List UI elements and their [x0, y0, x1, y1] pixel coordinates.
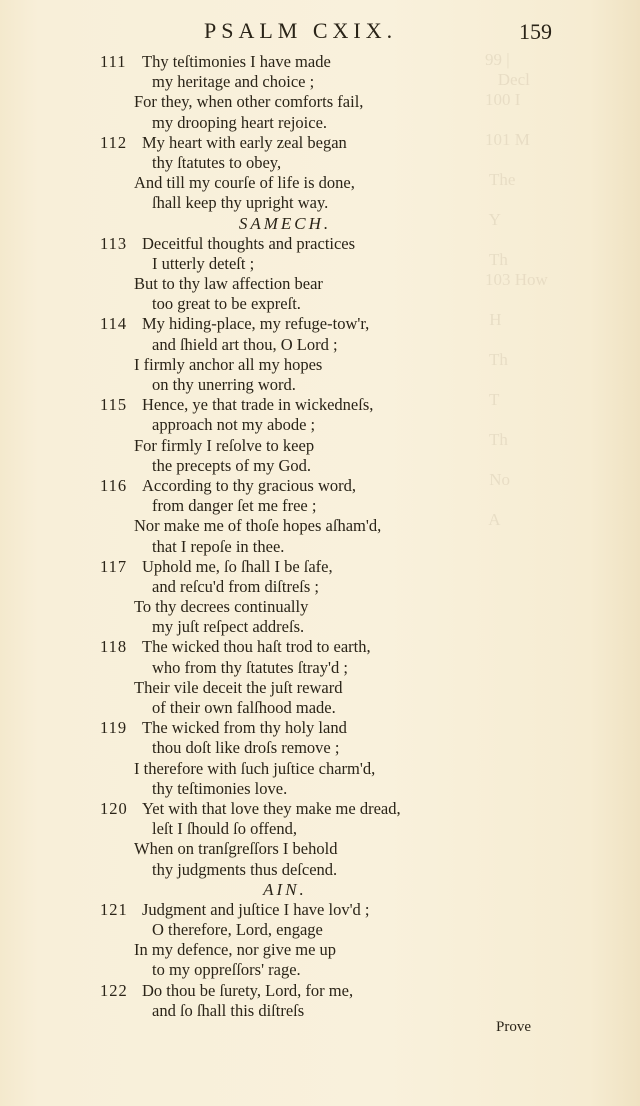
verse-text: Thy teſtimonies I have made [142, 52, 331, 71]
verse-line [100, 516, 460, 536]
verse-text: Judgment and juſtice I have lov'd ; [142, 899, 370, 919]
verse-text: Deceitful thoughts and practices [142, 233, 356, 253]
verse-text: leſt I ſhould ſo offend, [152, 819, 297, 839]
verse-number: 119 [100, 718, 128, 738]
verse-line [100, 133, 460, 153]
verse-line [100, 113, 460, 133]
verse-text: from danger ſet me free ; [152, 496, 317, 516]
verse-line [100, 294, 460, 314]
verse-number: 121 [100, 899, 128, 919]
verse-stanza [100, 314, 460, 395]
verse-line [100, 456, 460, 476]
verse-stanza [100, 133, 460, 214]
verse-text: thy teſtimonies love. [152, 778, 288, 798]
verse-text: To thy decrees continually [134, 597, 309, 617]
verse-text: Nor make me of thoſe hopes aſham'd, [134, 516, 382, 536]
verse-line [100, 173, 460, 193]
verse-text: on thy unerring word. [152, 375, 296, 394]
verse-text: For firmly I reſolve to keep [134, 435, 315, 455]
verse-text: and ſo ſhall this diſtreſs [152, 1000, 305, 1020]
verse-text: approach not my abode ; [152, 415, 316, 435]
psalm-text [100, 52, 460, 1021]
verse-text: When on tranſgreſſors I behold [134, 839, 338, 859]
verse-line [100, 577, 460, 597]
verse-text: ſhall keep thy upright way. [152, 193, 329, 213]
running-head [0, 18, 640, 48]
verse-text: my drooping heart rejoice. [152, 112, 328, 132]
verse-stanza [100, 799, 460, 880]
verse-line [100, 738, 460, 758]
verse-number: 115 [100, 395, 128, 415]
verse-text: Uphold me, ſo ſhall I be ſafe, [142, 556, 333, 576]
verse-text: to my oppreſſors' rage. [152, 960, 301, 980]
verse-number: 117 [100, 556, 128, 576]
verse-text: Do thou be ſurety, Lord, for me, [142, 980, 354, 1000]
verse-stanza [100, 637, 460, 718]
verse-line [100, 52, 460, 72]
verse-text: the precepts of my God. [152, 455, 311, 475]
verse-line [100, 92, 460, 112]
verse-line [100, 496, 460, 516]
verse-line [100, 779, 460, 799]
verse-line [100, 981, 460, 1001]
verse-text: of their own falſhood made. [152, 698, 336, 717]
verse-stanza [100, 234, 460, 315]
verse-text: too great to be expreſt. [152, 294, 301, 314]
verse-number: 116 [100, 475, 128, 495]
verse-text: And till my courſe of life is done, [134, 173, 355, 193]
verse-line [100, 436, 460, 456]
verse-line [100, 153, 460, 173]
verse-number: 122 [100, 980, 128, 1000]
verse-text: and reſcu'd from diſtreſs ; [152, 576, 320, 596]
verse-line [100, 476, 460, 496]
verse-line [100, 557, 460, 577]
verse-text: thy ſtatutes to obey, [152, 152, 282, 172]
verse-stanza [100, 718, 460, 799]
verse-text: In my defence, nor give me up [134, 940, 337, 960]
verse-line [100, 274, 460, 294]
verse-number: 118 [100, 637, 128, 657]
verse-number: 112 [100, 132, 128, 152]
verse-line [100, 940, 460, 960]
verse-line [100, 72, 460, 92]
verse-text: Hence, ye that trade in wickedneſs, [142, 395, 374, 415]
verse-line [100, 718, 460, 738]
verse-line [100, 839, 460, 859]
verse-number: 114 [100, 314, 128, 334]
verse-stanza [100, 981, 460, 1021]
verse-line [100, 395, 460, 415]
verse-text: My heart with early zeal began [142, 132, 347, 152]
verse-line [100, 335, 460, 355]
verse-line [100, 597, 460, 617]
verse-text: The wicked thou haſt trod to earth, [142, 637, 371, 657]
verse-number: 113 [100, 233, 128, 253]
verse-number: 120 [100, 798, 128, 818]
verse-stanza [100, 900, 460, 981]
verse-line [100, 355, 460, 375]
section-heading: AIN. [263, 879, 307, 899]
verse-stanza [100, 476, 460, 557]
verse-line [100, 637, 460, 657]
verse-line [100, 415, 460, 435]
verse-text: Their vile deceit the juſt reward [134, 677, 343, 697]
verse-text: my heritage and choice ; [152, 72, 315, 92]
verse-text: thou doſt like droſs remove ; [152, 738, 340, 758]
verse-stanza [100, 557, 460, 638]
verse-line [100, 799, 460, 819]
verse-text: thy judgments thus deſcend. [152, 859, 338, 879]
verse-text: I utterly deteſt ; [152, 253, 255, 273]
verse-text: I therefore with ſuch juſtice charm'd, [134, 758, 376, 778]
verse-text: According to thy gracious word, [142, 475, 356, 495]
verse-line [100, 920, 460, 940]
verse-text: Yet with that love they make me dread, [142, 798, 401, 818]
verse-text: that I repoſe in thee. [152, 536, 285, 556]
verse-line [100, 658, 460, 678]
verse-line [100, 254, 460, 274]
verse-line [100, 234, 460, 254]
running-title: PSALM CXIX. [204, 18, 398, 43]
page-number: 159 [519, 19, 552, 44]
verse-line [100, 900, 460, 920]
verse-line [100, 617, 460, 637]
verse-line [100, 759, 460, 779]
verse-line [100, 537, 460, 557]
verse-text: I firmly anchor all my hopes [134, 354, 323, 374]
show-through-texture: 99 | Decl 100 I 101 M The Y Th 103 How H Th T Th No A [485, 50, 548, 529]
section-heading: SAMECH. [238, 213, 332, 233]
verse-text: My hiding-place, my refuge-tow'r, [142, 314, 370, 334]
verse-text: who from thy ſtatutes ſtray'd ; [152, 657, 348, 677]
verse-line [100, 819, 460, 839]
verse-stanza [100, 395, 460, 476]
verse-number: 111 [100, 52, 127, 71]
verse-stanza [100, 52, 460, 133]
verse-line [100, 375, 460, 395]
verse-text: my juſt reſpect addreſs. [152, 617, 305, 637]
verse-text: But to thy law affection bear [134, 274, 323, 294]
verse-text: and ſhield art thou, O Lord ; [152, 334, 338, 354]
verse-text: O therefore, Lord, engage [152, 920, 323, 940]
verse-line [100, 314, 460, 334]
verse-line [100, 1001, 460, 1021]
verse-text: For they, when other comforts fail, [134, 92, 364, 112]
verse-text: The wicked from thy holy land [142, 718, 347, 738]
catchword: Prove [496, 1019, 531, 1035]
verse-line [100, 678, 460, 698]
verse-line [100, 860, 460, 880]
verse-line [100, 193, 460, 213]
verse-line [100, 960, 460, 980]
verse-line [100, 698, 460, 718]
